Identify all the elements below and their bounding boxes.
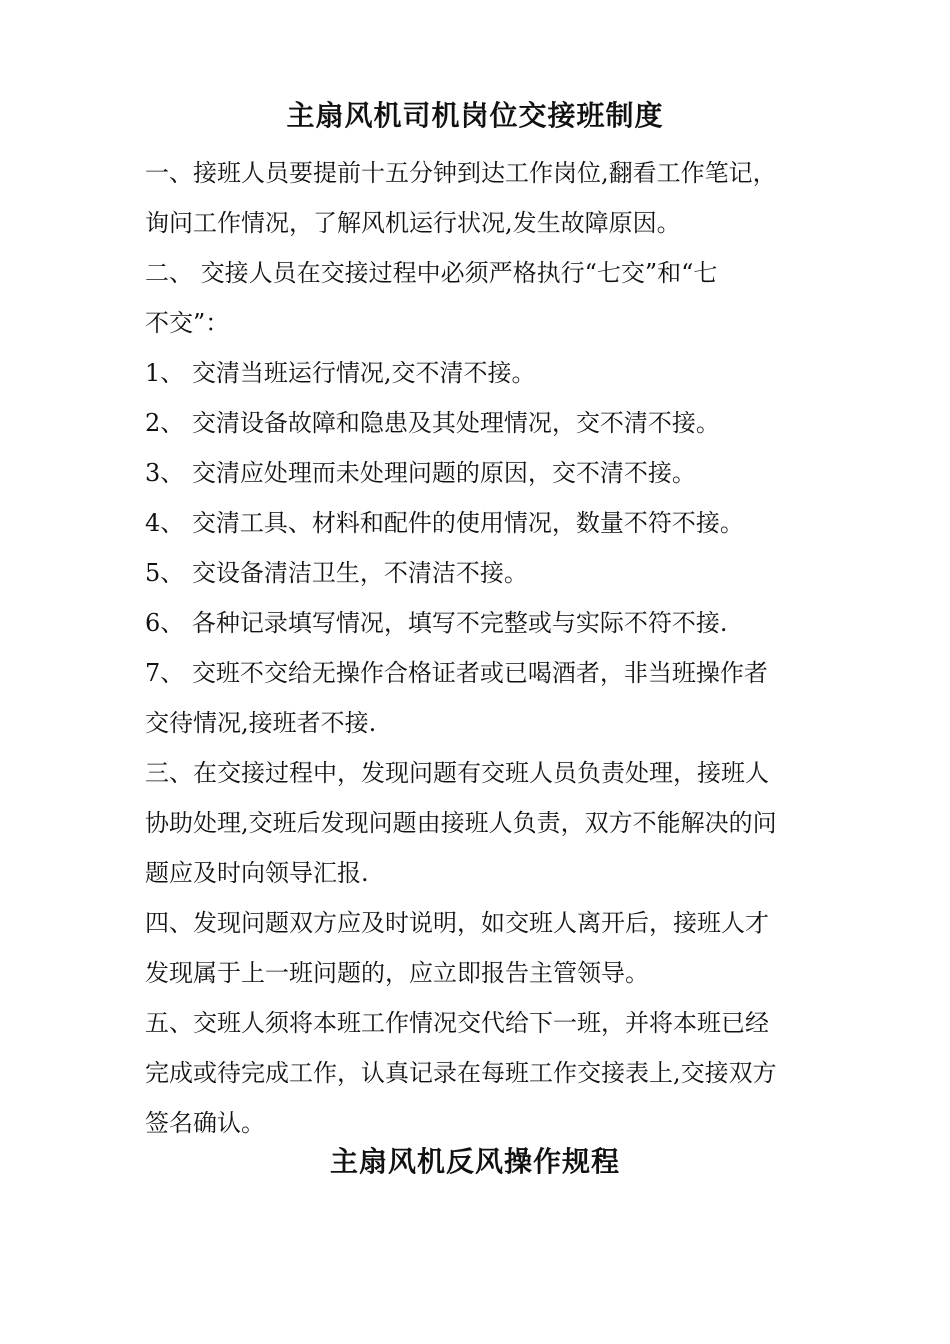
body-line: 一、接班人员要提前十五分钟到达工作岗位,翻看工作笔记， xyxy=(145,159,777,187)
body-line: 2、 交清设备故障和隐患及其处理情况，交不清不接。 xyxy=(145,409,720,437)
body-line: 三、在交接过程中，发现问题有交班人员负责处理，接班人 xyxy=(145,759,769,787)
body-line: 4、 交清工具、材料和配件的使用情况，数量不符不接。 xyxy=(145,509,744,537)
body-line: 发现属于上一班问题的，应立即报告主管领导。 xyxy=(145,959,649,987)
section-title: 主扇风机反风操作规程 xyxy=(329,1145,620,1178)
body-line: 五、交班人须将本班工作情况交代给下一班，并将本班已经 xyxy=(145,1009,769,1037)
body-line: 不交”： xyxy=(145,309,230,337)
document-title: 主扇风机司机岗位交接班制度 xyxy=(286,99,664,132)
document-body xyxy=(145,148,810,1148)
body-line: 1、 交清当班运行情况,交不清不接。 xyxy=(145,359,536,387)
body-line: 签名确认。 xyxy=(145,1109,265,1137)
body-line: 完成或待完成工作，认真记录在每班工作交接表上,交接双方 xyxy=(145,1059,777,1087)
body-line: 6、 各种记录填写情况，填写不完整或与实际不符不接. xyxy=(145,609,728,637)
body-line: 交待情况,接班者不接. xyxy=(145,709,377,737)
body-line: 5、 交设备清洁卫生，不清洁不接。 xyxy=(145,559,528,587)
body-line: 7、 交班不交给无操作合格证者或已喝酒者，非当班操作者 xyxy=(145,659,768,687)
body-line: 询问工作情况，了解风机运行状况,发生故障原因。 xyxy=(145,209,681,237)
body-line: 四、发现问题双方应及时说明，如交班人离开后，接班人才 xyxy=(145,909,769,937)
body-line: 3、 交清应处理而未处理问题的原因，交不清不接。 xyxy=(145,459,696,487)
body-line: 二、 交接人员在交接过程中必须严格执行“七交”和“七 xyxy=(145,259,718,287)
body-line: 题应及时向领导汇报. xyxy=(145,859,369,887)
body-line: 协助处理,交班后发现问题由接班人负责，双方不能解决的问 xyxy=(145,809,777,837)
